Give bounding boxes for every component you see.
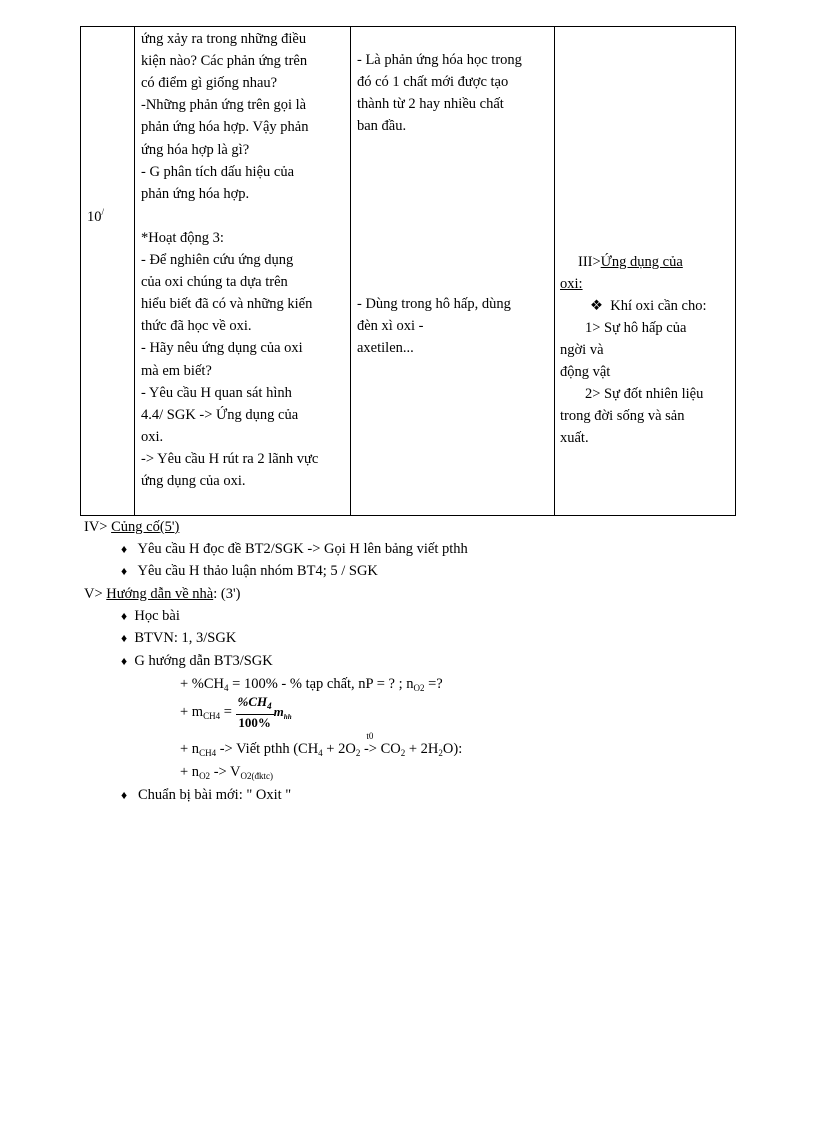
teacher-text-line: có điểm gì giống nhau? xyxy=(141,75,278,92)
list-item: ♦ Yêu cầu H đọc đề BT2/SGK -> Gọi H lên bảng viết pthh xyxy=(121,541,468,557)
formula-line-2: + $m_{CH4}$ = $\frac{\%CH_4}{100\%}$ $m_{hh}$ xyxy=(180,694,292,730)
list-item: ♦ G hướng dẫn BT3/SGK xyxy=(121,653,273,669)
time-cell xyxy=(81,27,135,516)
teacher-text-line: ứng xảy ra trong những điều xyxy=(141,31,307,47)
formula-line-1: + $\%CH_4 = 100\%$ - % tạp chất, nP = ? ; $n_{O2}$ =? xyxy=(180,676,443,693)
teacher-text-line: ứng hóa hợp là gì? xyxy=(141,141,250,158)
student-text-line: - Dùng trong hô hấp, dùng xyxy=(357,296,511,312)
teacher-text-line: hiểu biết đã có và những kiến xyxy=(141,296,313,313)
student-text-line: axetilen... xyxy=(357,340,414,356)
teacher-text-line: ứng dụng của oxi. xyxy=(141,473,246,489)
teacher-text-line: kiện nào? Các phản ứng trên xyxy=(141,53,308,70)
student-text-line: thành từ 2 hay nhiều chất xyxy=(357,96,504,112)
content-text-line: trong đời sống và sản xyxy=(560,408,685,424)
student-text-line: đó có 1 chất mới được tạo xyxy=(357,74,509,90)
teacher-text-line: -Những phản ứng trên gọi là xyxy=(141,97,307,114)
content-text-line: ngời và xyxy=(560,342,604,358)
list-item: ♦ Chuẩn bị bài mới: " Oxit " xyxy=(121,787,292,803)
list-item: ♦ BTVN: 1, 3/SGK xyxy=(121,630,237,646)
diamond-bullet-icon: ♦ xyxy=(121,654,128,668)
list-item: ♦ Học bài xyxy=(121,608,180,624)
formula-line-3: + $n_{CH4}$ -> Viết pthh ($CH_4 + 2O_2$ t0 -> $CO_2 + 2H_2O$): xyxy=(180,731,463,758)
teacher-activity-cell xyxy=(135,27,351,516)
content-text-line: 1> Sự hô hấp của xyxy=(585,320,687,336)
teacher-text-line: -> Yêu cầu H rút ra 2 lãnh vực xyxy=(141,450,319,467)
diamond-bullet-icon: ♦ xyxy=(121,631,128,645)
section-4-heading: IV> Củng cố(5') xyxy=(84,519,180,535)
teacher-text-line: - G phân tích dấu hiệu của xyxy=(141,163,295,180)
teacher-text-line: oxi. xyxy=(141,428,164,445)
diamond-bullet-icon: ♦ xyxy=(121,564,128,578)
teacher-text-line: 4.4/ SGK -> Ứng dụng của xyxy=(141,406,299,423)
list-item: ♦ Yêu cầu H thảo luận nhóm BT4; 5 / SGK xyxy=(121,563,378,579)
student-text-line: đèn xì oxi - xyxy=(357,318,424,334)
teacher-text-line: - Hãy nêu ứng dụng của oxi xyxy=(141,340,303,357)
content-heading-cont: oxi: xyxy=(560,276,583,292)
diamond-bullet-icon: ♦ xyxy=(121,542,128,556)
content-cell xyxy=(555,27,736,516)
teacher-text-line: của oxi chúng ta dựa trên xyxy=(141,274,288,291)
lesson-table xyxy=(80,26,736,516)
content-heading: III>Ứng dụng của xyxy=(578,254,683,270)
teacher-text-line: phản ứng hóa hợp. Vậy phản xyxy=(141,119,309,136)
teacher-text-line: mà em biết? xyxy=(141,362,212,379)
section-5-heading: V> Hướng dẫn về nhà: (3') xyxy=(84,586,241,602)
fraction: $\frac{\%CH_4}{100\%}$ xyxy=(237,694,272,730)
teacher-text-line: thức đã học về oxi. xyxy=(141,318,252,335)
diamond-bullet-icon: ❖ xyxy=(590,298,603,314)
student-text-line: - Là phản ứng hóa học trong xyxy=(357,52,522,68)
table-row xyxy=(81,27,736,516)
teacher-text-line: - Yêu cầu H quan sát hình xyxy=(141,384,292,401)
teacher-text-line: - Để nghiên cứu ứng dụng xyxy=(141,252,294,268)
teacher-text-line: *Hoạt động 3: xyxy=(141,229,224,246)
formula-line-4: + $n_{O2} -> V_{O2(đktc)}$ xyxy=(180,764,274,781)
content-text-line: xuất. xyxy=(560,430,589,446)
content-bullet: ❖ Khí oxi cần cho: xyxy=(590,298,707,314)
teacher-text-line: phản ứng hóa hợp. xyxy=(141,185,250,202)
content-text-line: động vật xyxy=(560,364,611,380)
student-text-line: ban đầu. xyxy=(357,118,407,134)
time-value: 10/ xyxy=(87,207,105,225)
content-text-line: 2> Sự đốt nhiên liệu xyxy=(585,386,704,402)
student-activity-cell xyxy=(351,27,555,516)
diamond-bullet-icon: ♦ xyxy=(121,788,128,802)
diamond-bullet-icon: ♦ xyxy=(121,609,128,623)
